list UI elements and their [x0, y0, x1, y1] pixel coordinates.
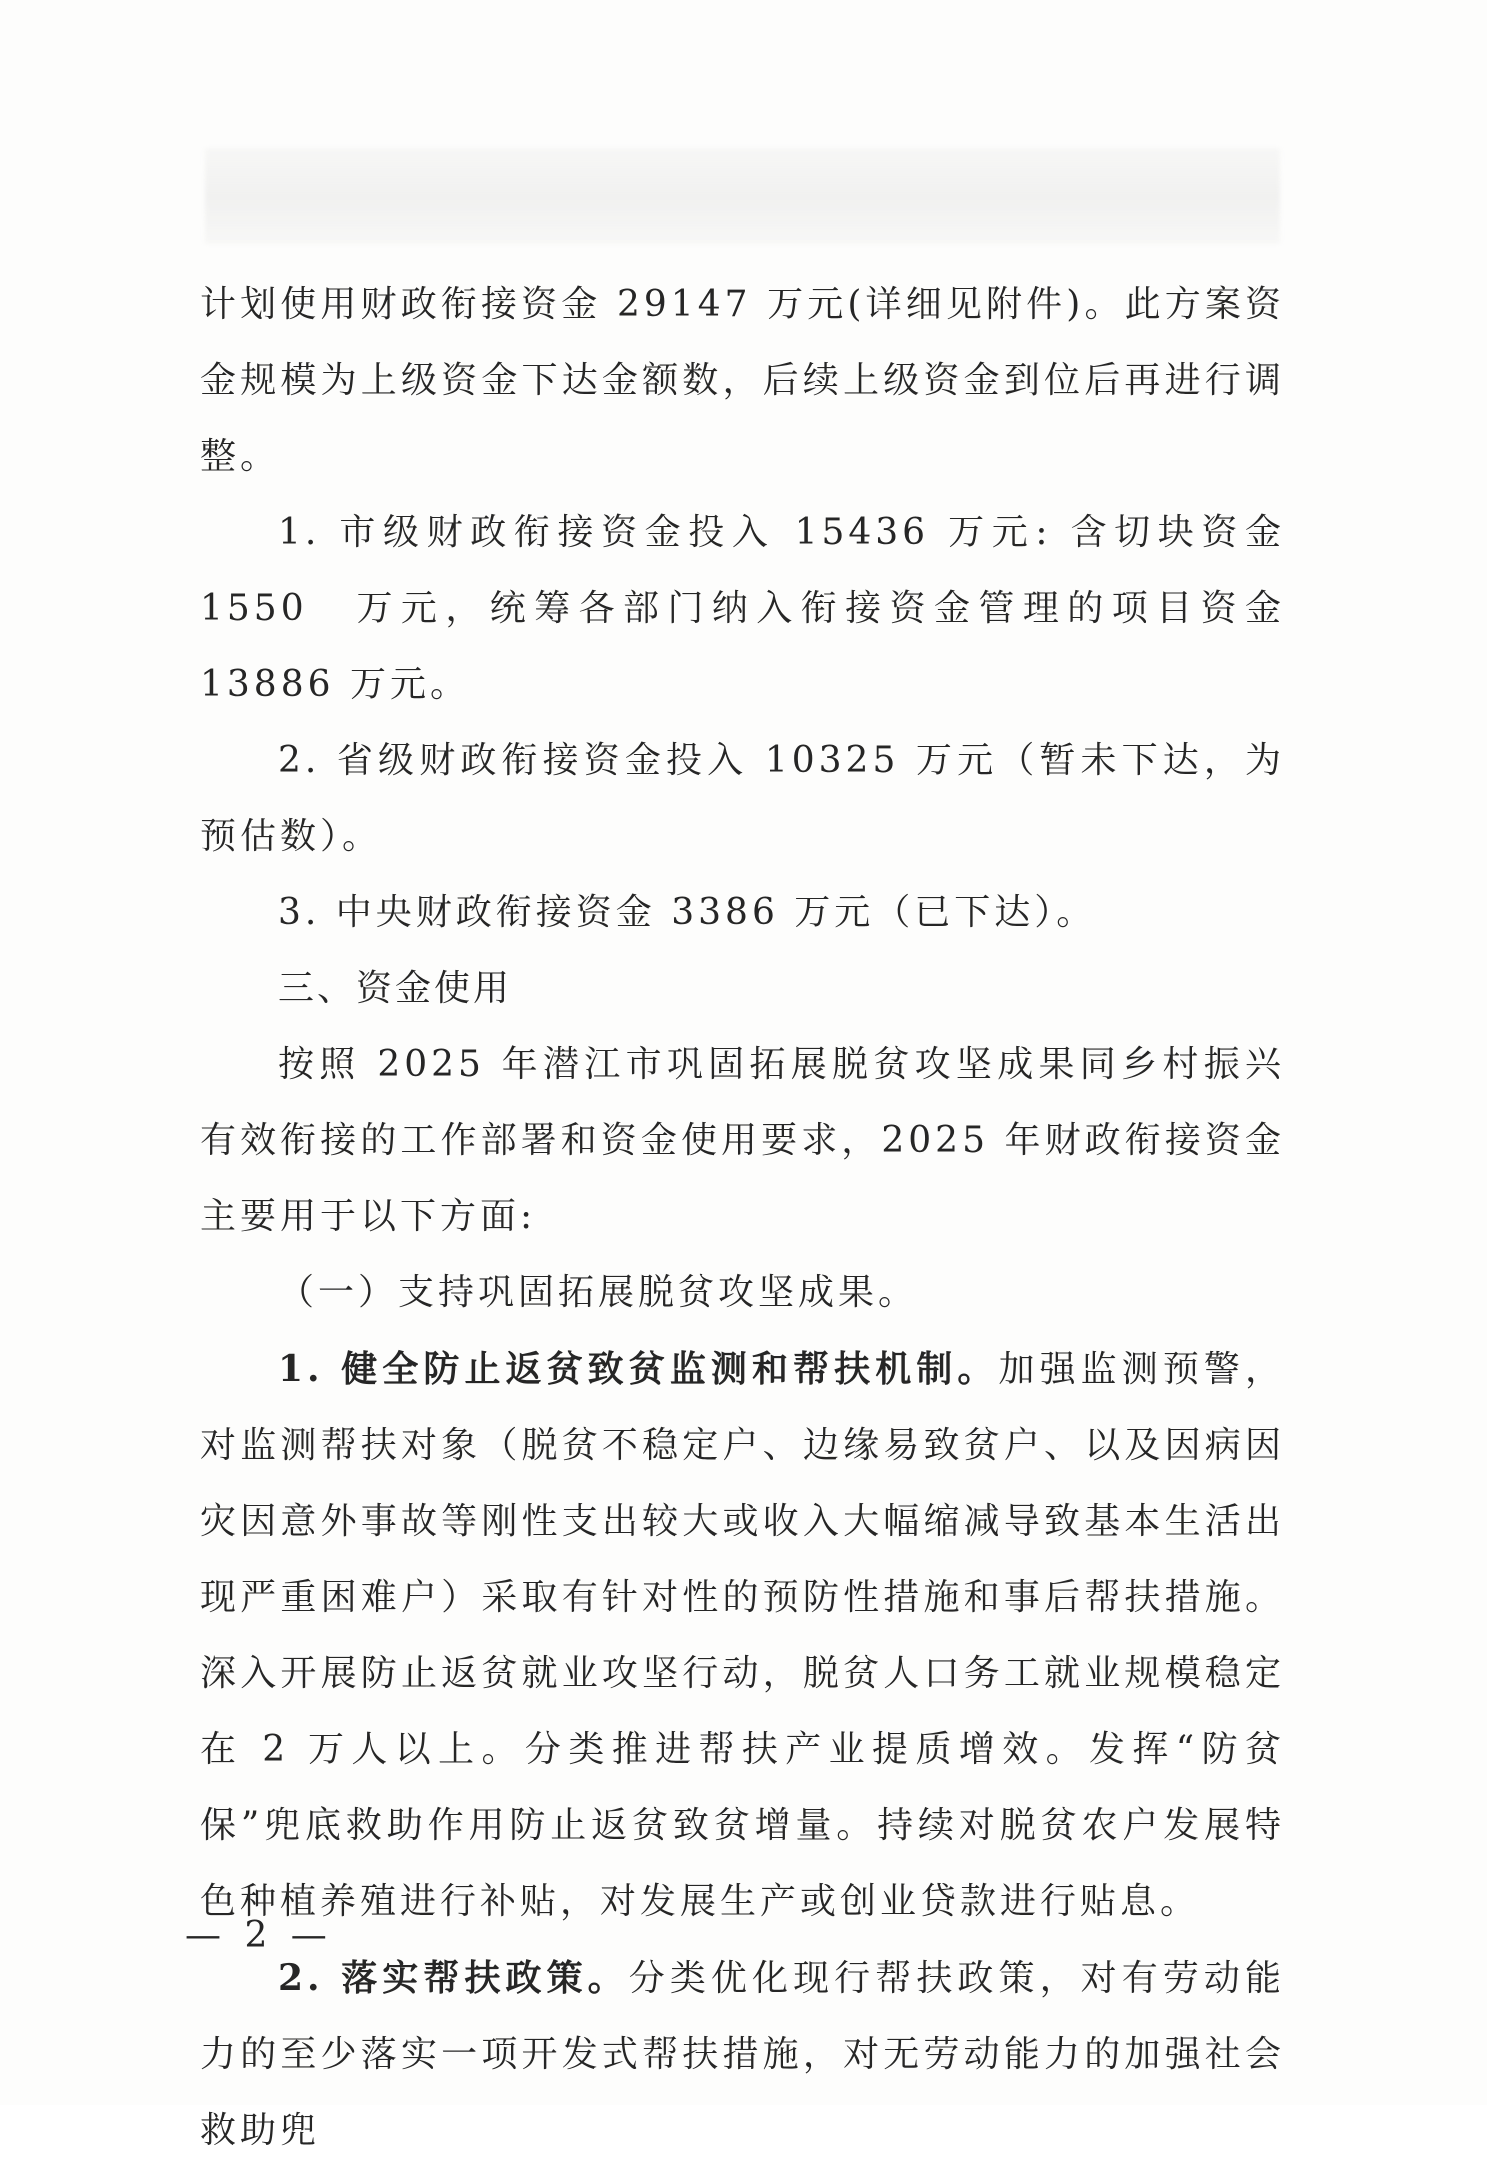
paragraph-support-policies	[200, 1940, 1285, 2169]
paragraph-funding-plan: 计划使用财政衔接资金 29147 万元(详细见附件)。此方案资金规模为上级资金下达金额数，后续上级资金到位后再进行调整。	[200, 284, 1285, 477]
body-text	[200, 267, 1285, 2169]
subheading-consolidate-results: （一）支持巩固拓展脱贫攻坚成果。	[278, 1272, 919, 1313]
section-heading-fund-use: 三、资金使用	[278, 968, 513, 1009]
paragraph-monitoring-mechanism	[200, 1331, 1285, 1940]
paragraph-central-funds: 3. 中央财政衔接资金 3386 万元（已下达）。	[278, 892, 1097, 933]
page-number: — 2 —	[185, 1915, 333, 1956]
paragraph-fund-use-intro: 按照 2025 年潜江市巩固拓展脱贫攻坚成果同乡村振兴有效衔接的工作部署和资金使用要求，2025 年财政衔接资金主要用于以下方面:	[200, 1044, 1285, 1237]
paragraph-city-funds: 1. 市级财政衔接资金投入 15436 万元: 含切块资金 1550 万元，统筹各部门纳入衔接资金管理的项目资金 13886 万元。	[200, 512, 1285, 705]
item-body-policies: 分类优化现行帮扶政策，对有劳动能力的至少落实一项开发式帮扶措施，对无劳动能力的加强社会救助兜	[200, 1958, 1285, 2151]
item-title-policies: 2. 落实帮扶政策。	[278, 1957, 629, 1999]
paragraph-province-funds: 2. 省级财政衔接资金投入 10325 万元（暂未下达，为预估数）。	[200, 740, 1285, 857]
item-title-monitoring: 1. 健全防止返贫致贫监测和帮扶机制。	[278, 1348, 999, 1390]
bleed-through-shadow	[205, 148, 1280, 244]
item-body-monitoring: 加强监测预警，对监测帮扶对象（脱贫不稳定户、边缘易致贫户、以及因病因灾因意外事故等刚性支出较大或收入大幅缩减导致基本生活出现严重困难户）采取有针对性的预防性措施和事后帮扶措施。深入开展防止返贫就业攻坚行动，脱贫人口务工就业规模稳定在 2 万人以上。分类推进帮扶产业提质增效。发挥“防贫保”兜底救助作用防止返贫致贫增量。持续对脱贫农户发展特色种植养殖进行补贴，对发展生产或创业贷款进行贴息。	[200, 1349, 1285, 1922]
